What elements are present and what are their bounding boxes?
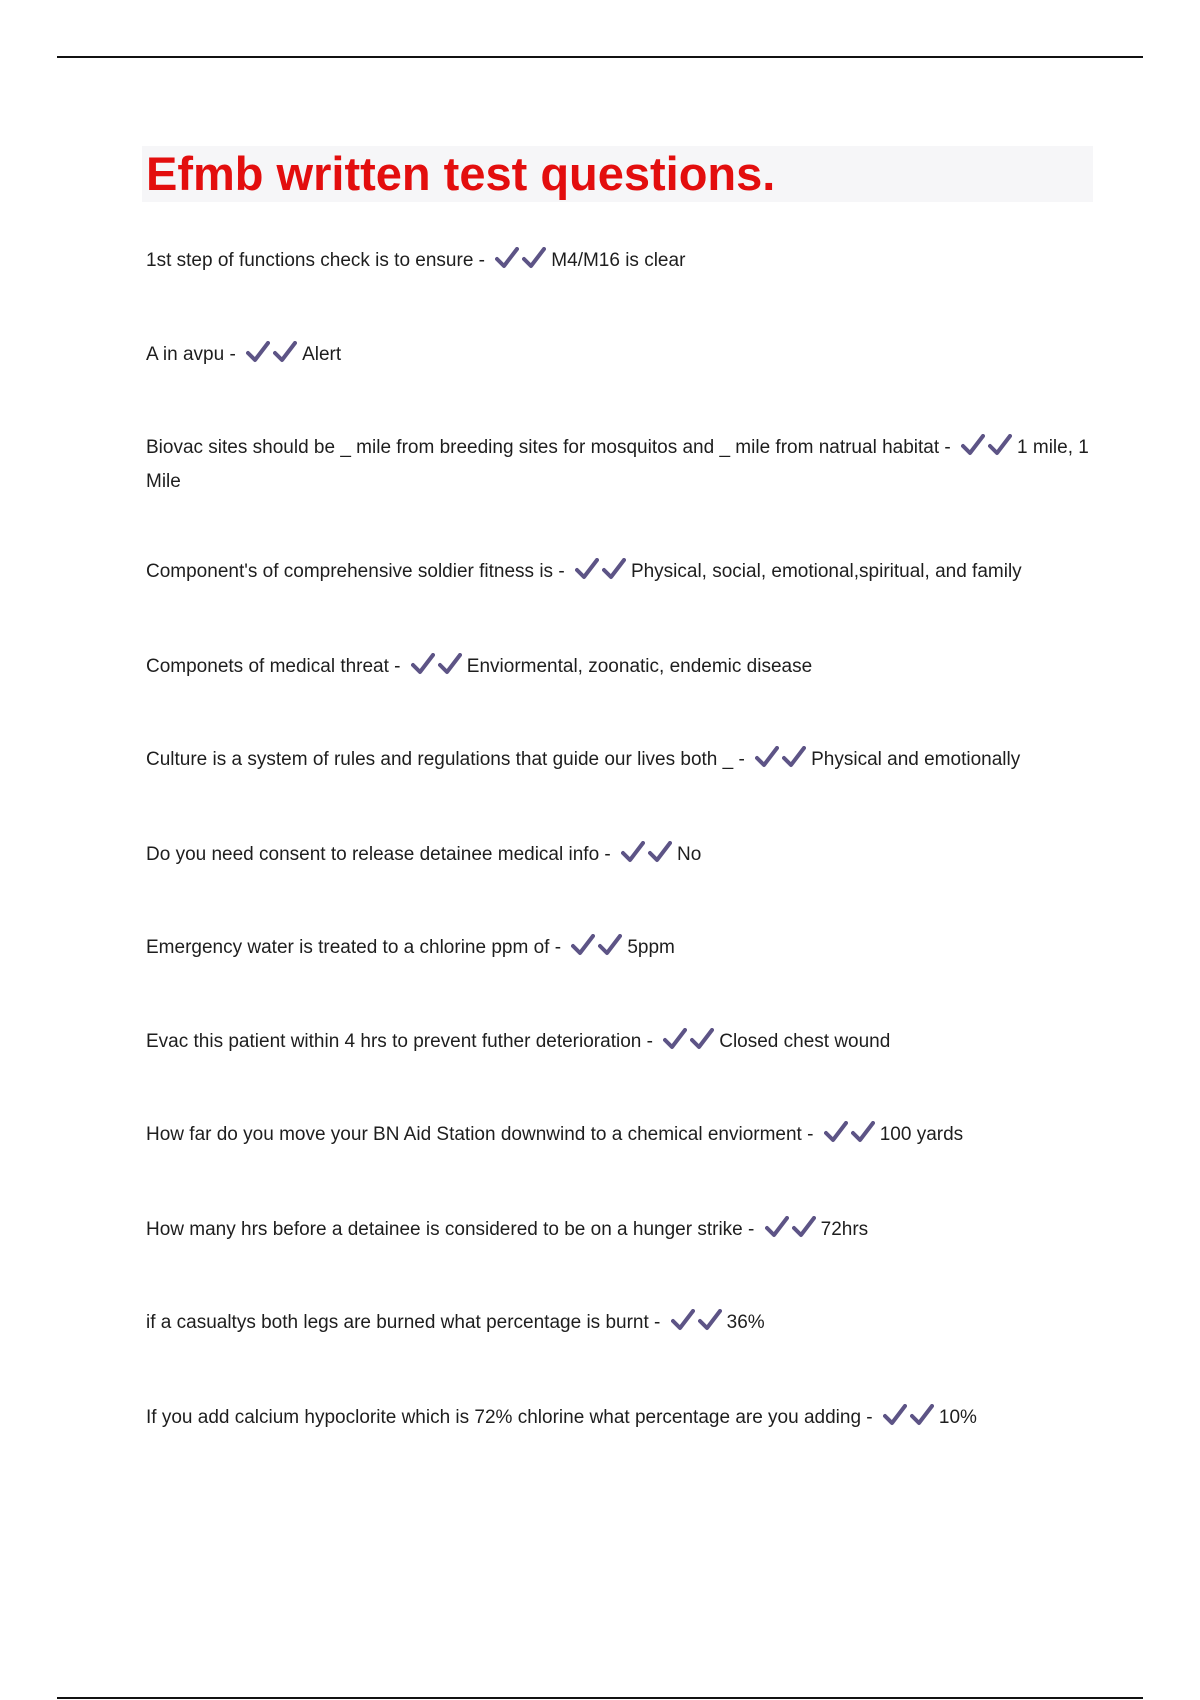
answer-text: 10%	[938, 1407, 977, 1428]
double-check-icon	[961, 434, 1015, 466]
question-text: Emergency water is treated to a chlorine ppm of	[146, 937, 550, 958]
separator: -	[939, 437, 957, 458]
qa-item	[146, 839, 1096, 873]
double-check-icon	[824, 1121, 878, 1153]
answer-text: 5ppm	[627, 937, 675, 958]
separator: -	[224, 344, 242, 365]
qa-item	[146, 744, 1096, 778]
separator: -	[733, 749, 751, 770]
question-text: 1st step of functions check is to ensure	[146, 250, 474, 271]
question-text: If you add calcium hypoclorite which is 72% chlorine what percentage are you adding	[146, 1407, 862, 1428]
separator: -	[473, 250, 491, 271]
question-text: How many hrs before a detainee is considered to be on a hunger strike	[146, 1219, 743, 1240]
answer-text: No	[677, 844, 702, 865]
answer-text: M4/M16 is clear	[551, 250, 686, 271]
qa-item	[146, 932, 1096, 966]
double-check-icon	[671, 1309, 725, 1341]
separator: -	[549, 937, 567, 958]
separator: -	[861, 1407, 878, 1428]
qa-item	[146, 432, 1096, 497]
double-check-icon	[621, 841, 675, 873]
question-text: Evac this patient within 4 hrs to prevent futher deterioration	[146, 1031, 642, 1052]
double-check-icon	[663, 1028, 717, 1060]
answer-text: 100 yards	[879, 1124, 964, 1145]
answer-text: Alert	[302, 344, 342, 365]
bottom-rule	[57, 1697, 1143, 1699]
question-text: if a casualtys both legs are burned what percentage is burnt	[146, 1312, 649, 1333]
qa-item	[146, 1026, 1096, 1060]
separator: -	[648, 1312, 666, 1333]
double-check-icon	[495, 247, 549, 279]
answer-text: Physical, social, emotional,spiritual, and family	[630, 561, 1022, 582]
qa-item	[146, 339, 1096, 373]
separator: -	[388, 656, 406, 677]
double-check-icon	[571, 934, 625, 966]
question-text: How far do you move your BN Aid Station downwind to a chemical enviorment	[146, 1124, 802, 1145]
document-title: Efmb written test questions.	[146, 147, 776, 200]
double-check-icon	[246, 341, 300, 373]
double-check-icon	[575, 558, 629, 590]
qa-item	[146, 245, 1096, 279]
separator: -	[641, 1031, 659, 1052]
top-rule	[57, 56, 1143, 58]
answer-text: 72hrs	[820, 1219, 869, 1240]
separator: -	[742, 1219, 760, 1240]
qa-item	[146, 1307, 1096, 1341]
separator: -	[553, 561, 570, 582]
answer-text: Enviormental, zoonatic, endemic disease	[466, 656, 813, 677]
question-text: Culture is a system of rules and regulations that guide our lives both _	[146, 749, 734, 770]
answer-text: 36%	[726, 1312, 765, 1333]
answer-text: 1 mile, 1 Mile	[146, 437, 1089, 492]
question-text: Component's of comprehensive soldier fitness is	[146, 561, 554, 582]
answer-text: Physical and emotionally	[811, 749, 1021, 770]
qa-item	[146, 1119, 1096, 1153]
question-text: Do you need consent to release detainee medical info	[146, 844, 600, 865]
answer-text: Closed chest wound	[719, 1031, 891, 1052]
question-text: Biovac sites should be _ mile from breeding sites for mosquitos and _ mile from natrual habitat	[146, 437, 940, 458]
double-check-icon	[765, 1216, 819, 1248]
qa-item	[146, 556, 1096, 590]
question-text: A in avpu	[146, 344, 225, 365]
separator: -	[801, 1124, 819, 1145]
double-check-icon	[883, 1404, 937, 1436]
double-check-icon	[755, 746, 809, 778]
qa-item	[146, 1402, 1096, 1436]
question-text: Componets of medical threat	[146, 656, 389, 677]
qa-item	[146, 651, 1096, 685]
double-check-icon	[411, 653, 465, 685]
qa-item	[146, 1214, 1096, 1248]
separator: -	[599, 844, 617, 865]
